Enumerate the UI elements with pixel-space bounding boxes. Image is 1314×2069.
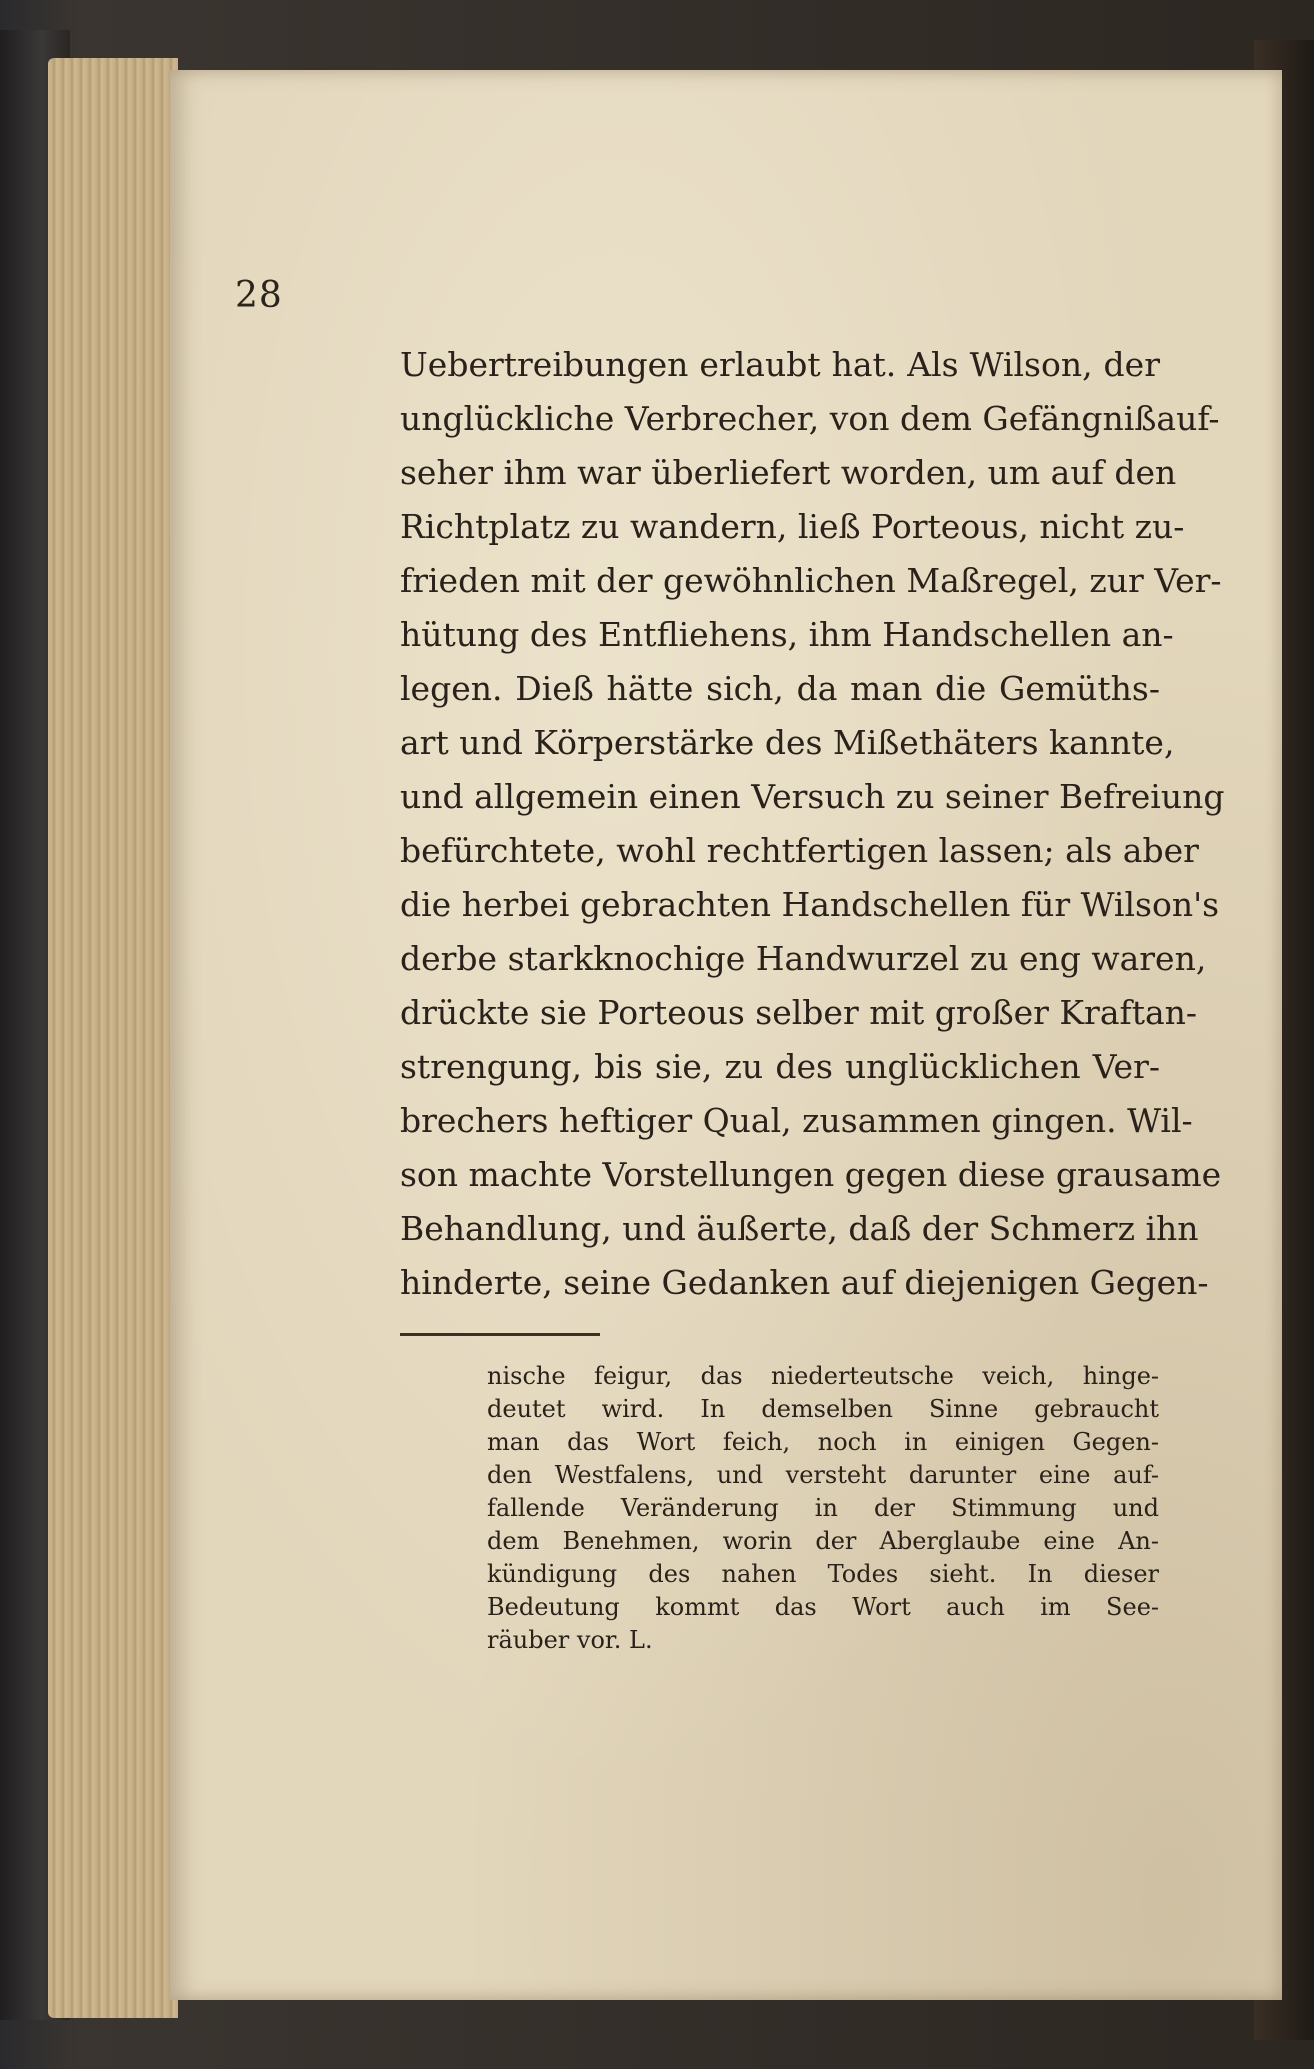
body-line: art und Körperstärke des Mißethäters kannte, <box>400 723 1175 762</box>
footnote-line: fallende Veränderung in der Stimmung und <box>487 1494 1159 1522</box>
body-line: seher ihm war überliefert worden, um auf den <box>400 453 1177 492</box>
body-line: derbe starkknochige Handwurzel zu eng waren, <box>400 939 1207 978</box>
footnote-line: den Westfalens, und versteht darunter eine auf- <box>487 1461 1159 1489</box>
body-line: hütung des Entfliehens, ihm Handschellen an- <box>400 615 1174 654</box>
page-edges <box>48 58 178 2018</box>
body-line: frieden mit der gewöhnlichen Maßregel, zur Ver- <box>400 561 1222 600</box>
body-line: und allgemein einen Versuch zu seiner Befreiung <box>400 777 1225 816</box>
body-line: hinderte, seine Gedanken auf diejenigen Gegen- <box>400 1263 1209 1302</box>
body-line: die herbei gebrachten Handschellen für Wilson's <box>400 885 1220 924</box>
footnote <box>487 1360 1159 1657</box>
body-line: Behandlung, und äußerte, daß der Schmerz ihn <box>400 1209 1199 1248</box>
body-line: befürchtete, wohl rechtfertigen lassen; als aber <box>400 831 1199 870</box>
footnote-line: nische feigur, das niederteutsche veich, hinge- <box>487 1362 1159 1390</box>
footnote-line: deutet wird. In demselben Sinne gebraucht <box>487 1395 1159 1423</box>
body-line: drückte sie Porteous selber mit großer Kraftan- <box>400 993 1198 1032</box>
body-line: brechers heftiger Qual, zusammen gingen. Wil- <box>400 1101 1193 1140</box>
footnote-line: kündigung des nahen Todes sieht. In dieser <box>487 1560 1159 1588</box>
body-line: Richtplatz zu wandern, ließ Porteous, nicht zu- <box>400 507 1185 546</box>
body-line: legen. Dieß hätte sich, da man die Gemüths- <box>400 669 1160 708</box>
footnote-rule <box>400 1333 600 1336</box>
body-line: son machte Vorstellungen gegen diese grausame <box>400 1155 1222 1194</box>
page-number: 28 <box>235 275 283 316</box>
body-line: strengung, bis sie, zu des unglücklichen Ver- <box>400 1047 1160 1086</box>
footnote-line: dem Benehmen, worin der Aberglaube eine An- <box>487 1527 1159 1555</box>
body-line: Uebertreibungen erlaubt hat. Als Wilson, der <box>400 345 1160 384</box>
footnote-line: räuber vor. L. <box>487 1626 653 1654</box>
footnote-line: Bedeutung kommt das Wort auch im See- <box>487 1593 1159 1621</box>
body-text <box>400 338 1225 1310</box>
body-line: unglückliche Verbrecher, von dem Gefängnißauf- <box>400 399 1220 438</box>
footnote-line: man das Wort feich, noch in einigen Gegen- <box>487 1428 1159 1456</box>
